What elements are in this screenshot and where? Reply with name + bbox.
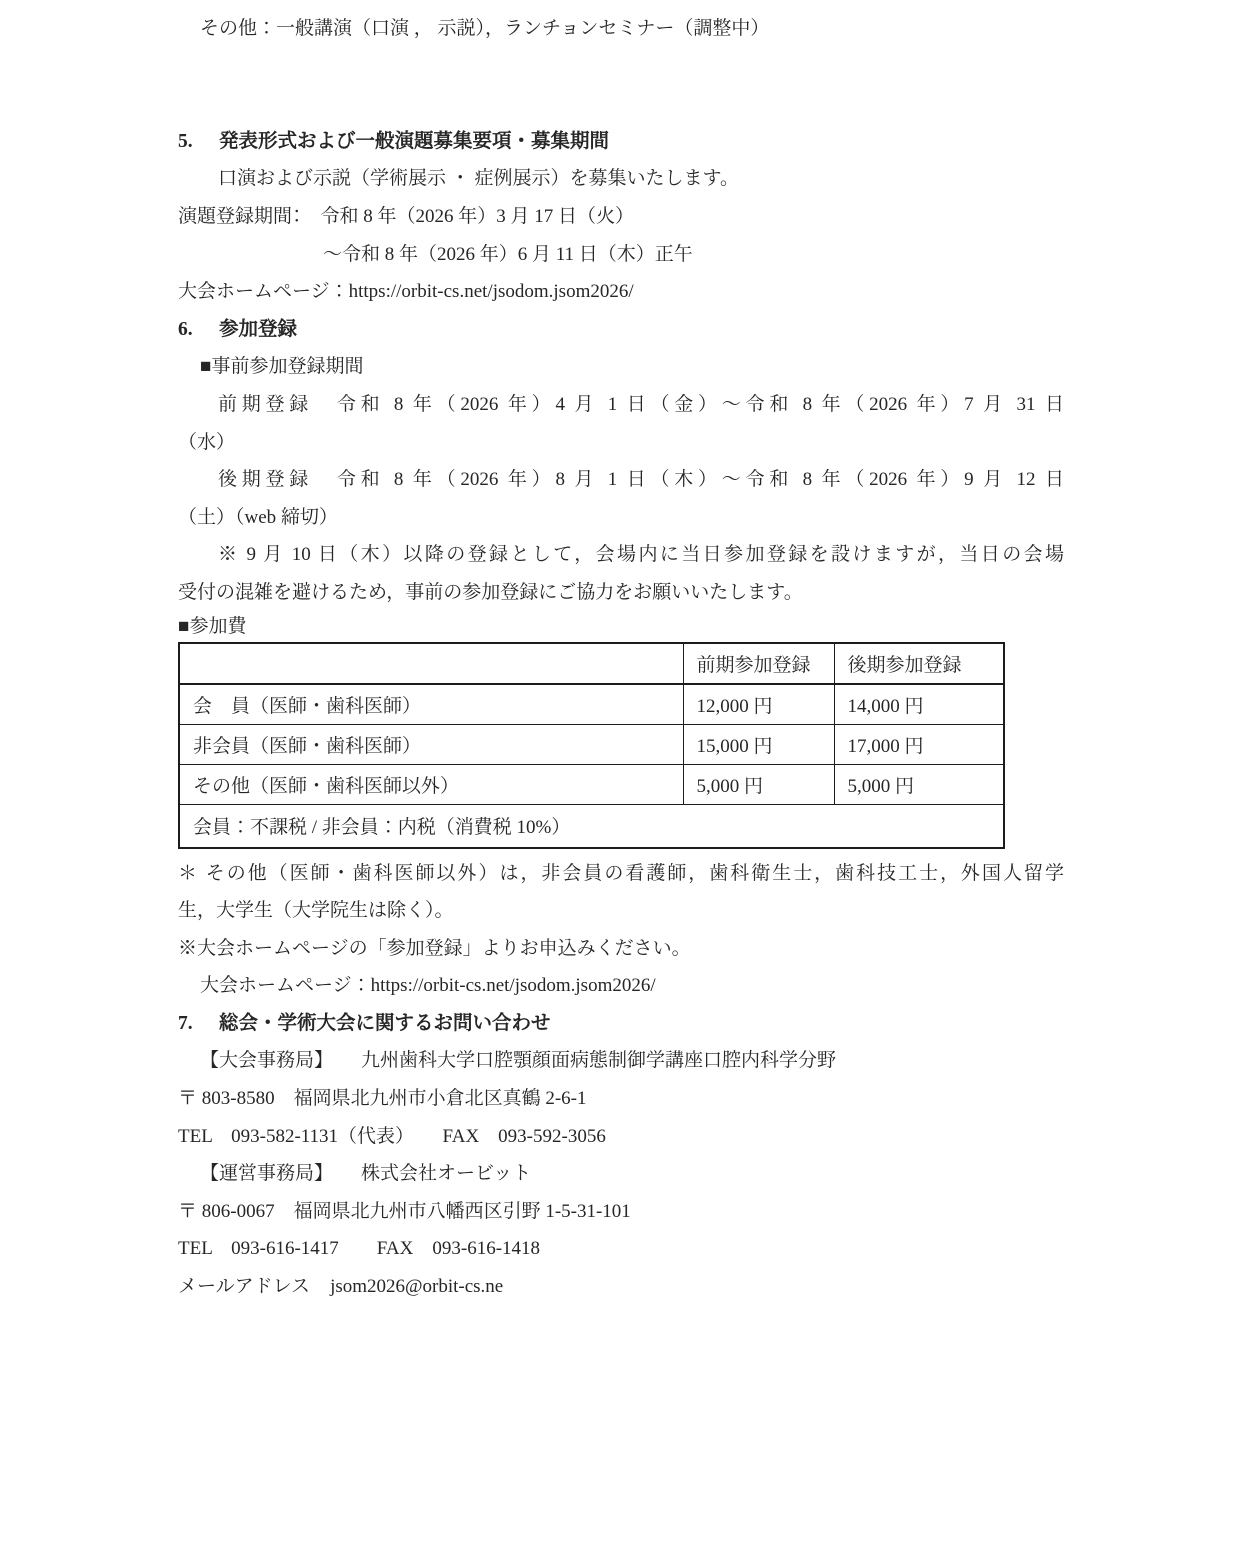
section-5-title: 発表形式および一般演題募集要項・募集期間 — [219, 130, 610, 152]
section-6-title: 参加登録 — [219, 318, 298, 340]
fee-category: その他（医師・歯科医師以外） — [179, 764, 683, 804]
section-6-heading — [178, 311, 1064, 349]
section-7-title: 総会・学術大会に関するお問い合わせ — [219, 1012, 551, 1034]
email-line — [178, 1268, 1064, 1306]
pre-registration-heading: ■事前参加登録期間 — [200, 356, 364, 378]
blank-line — [178, 85, 1064, 123]
fee-heading: ■参加費 — [178, 615, 247, 637]
section-5-body: 口演および示説（学術展示 ・ 症例展示）を募集いたします。 — [218, 168, 739, 190]
fee-tax-note: 会員：不課税 / 非会員：内税（消費税 10%） — [179, 804, 1004, 848]
fee-table-footer-row — [179, 804, 1004, 848]
fee-note-line2: 生，大学生（大学院生は除く）。 — [178, 900, 454, 922]
fee-header-category — [179, 643, 683, 684]
intro-line: その他：一般講演（口演 ， 示説），ランチョンセミナー（調整中） — [200, 18, 770, 39]
fee-late: 14,000 円 — [834, 684, 1004, 725]
onsite-note-line2: 受付の混雑を避けるため，事前の参加登録にご協力をお願いいたします。 — [178, 581, 803, 603]
fee-header-late: 後期参加登録 — [834, 643, 1004, 684]
fee-table-row-member — [179, 684, 1004, 725]
email-value: jsom2026@orbit-cs.ne — [330, 1276, 504, 1298]
fee-early: 5,000 円 — [683, 764, 834, 804]
conference-office-name: 九州歯科大学口腔顎顔面病態制御学講座口腔内科学分野 — [361, 1050, 837, 1072]
section-7-number: 7. — [178, 1012, 193, 1034]
onsite-note-line1: ※ 9 月 10 日（木）以降の登録として，会場内に当日参加登録を設けますが，当日の会場 — [218, 544, 1064, 566]
fee-category: 非会員（医師・歯科医師） — [179, 724, 683, 764]
section-5-number: 5. — [178, 130, 193, 152]
blank-line — [178, 48, 1064, 86]
conference-homepage-url: 大会ホームページ：https://orbit-cs.net/jsodom.jsom2026/ — [178, 281, 634, 303]
fee-table-row-other — [179, 764, 1004, 804]
abstract-period-line1: 演題登録期間： 令和 8 年（2026 年）3 月 17 日（火） — [178, 205, 635, 227]
fee-homepage-url: 大会ホームページ：https://orbit-cs.net/jsodom.jsom2026/ — [200, 975, 656, 997]
section-5-heading — [178, 123, 1064, 161]
document-content — [178, 10, 1064, 1306]
fee-late: 17,000 円 — [834, 724, 1004, 764]
abstract-period-line2: ～令和 8 年（2026 年）6 月 11 日（木）正午 — [323, 243, 693, 265]
fee-table-row-nonmember — [179, 724, 1004, 764]
conference-office-line — [178, 1042, 1064, 1080]
conference-office-tel-fax: TEL 093-582-1131（代表） FAX 093-592-3056 — [178, 1125, 606, 1147]
fee-table-header-row — [179, 643, 1004, 684]
fee-table — [178, 642, 1005, 849]
early-registration-line2: （水） — [178, 431, 236, 453]
management-office-label: 【運営事務局】 — [200, 1163, 334, 1185]
conference-office-address: 〒 803-8580 福岡県北九州市小倉北区真鶴 2-6-1 — [178, 1088, 587, 1110]
fee-category: 会 員（医師・歯科医師） — [179, 684, 683, 725]
late-registration-line1: 後期登録 令和 8 年（2026 年）8 月 1 日（木）～令和 8 年（2026 年）9 月 12 日 — [218, 469, 1064, 491]
early-registration-line1: 前期登録 令和 8 年（2026 年）4 月 1 日（金）～令和 8 年（2026 年）7 月 31 日 — [218, 393, 1064, 415]
fee-note-line1: ＊ その他（医師・歯科医師以外）は，非会員の看護師，歯科衛生士，歯科技工士，外国人留学 — [178, 862, 1064, 884]
section-7-heading — [178, 1005, 1064, 1043]
management-office-tel-fax: TEL 093-616-1417 FAX 093-616-1418 — [178, 1238, 541, 1260]
fee-header-early: 前期参加登録 — [683, 643, 834, 684]
fee-apply-note: ※大会ホームページの「参加登録」よりお申込みください。 — [178, 937, 691, 959]
fee-early: 12,000 円 — [683, 684, 834, 725]
fee-late: 5,000 円 — [834, 764, 1004, 804]
management-office-name: 株式会社オービット — [361, 1163, 532, 1185]
late-registration-line2: （土）（web 締切） — [178, 506, 338, 528]
email-label: メールアドレス — [178, 1276, 311, 1298]
section-6-number: 6. — [178, 318, 193, 340]
management-office-address: 〒 806-0067 福岡県北九州市八幡西区引野 1-5-31-101 — [178, 1200, 631, 1222]
fee-early: 15,000 円 — [683, 724, 834, 764]
conference-office-label: 【大会事務局】 — [200, 1050, 334, 1072]
management-office-line — [178, 1155, 1064, 1193]
